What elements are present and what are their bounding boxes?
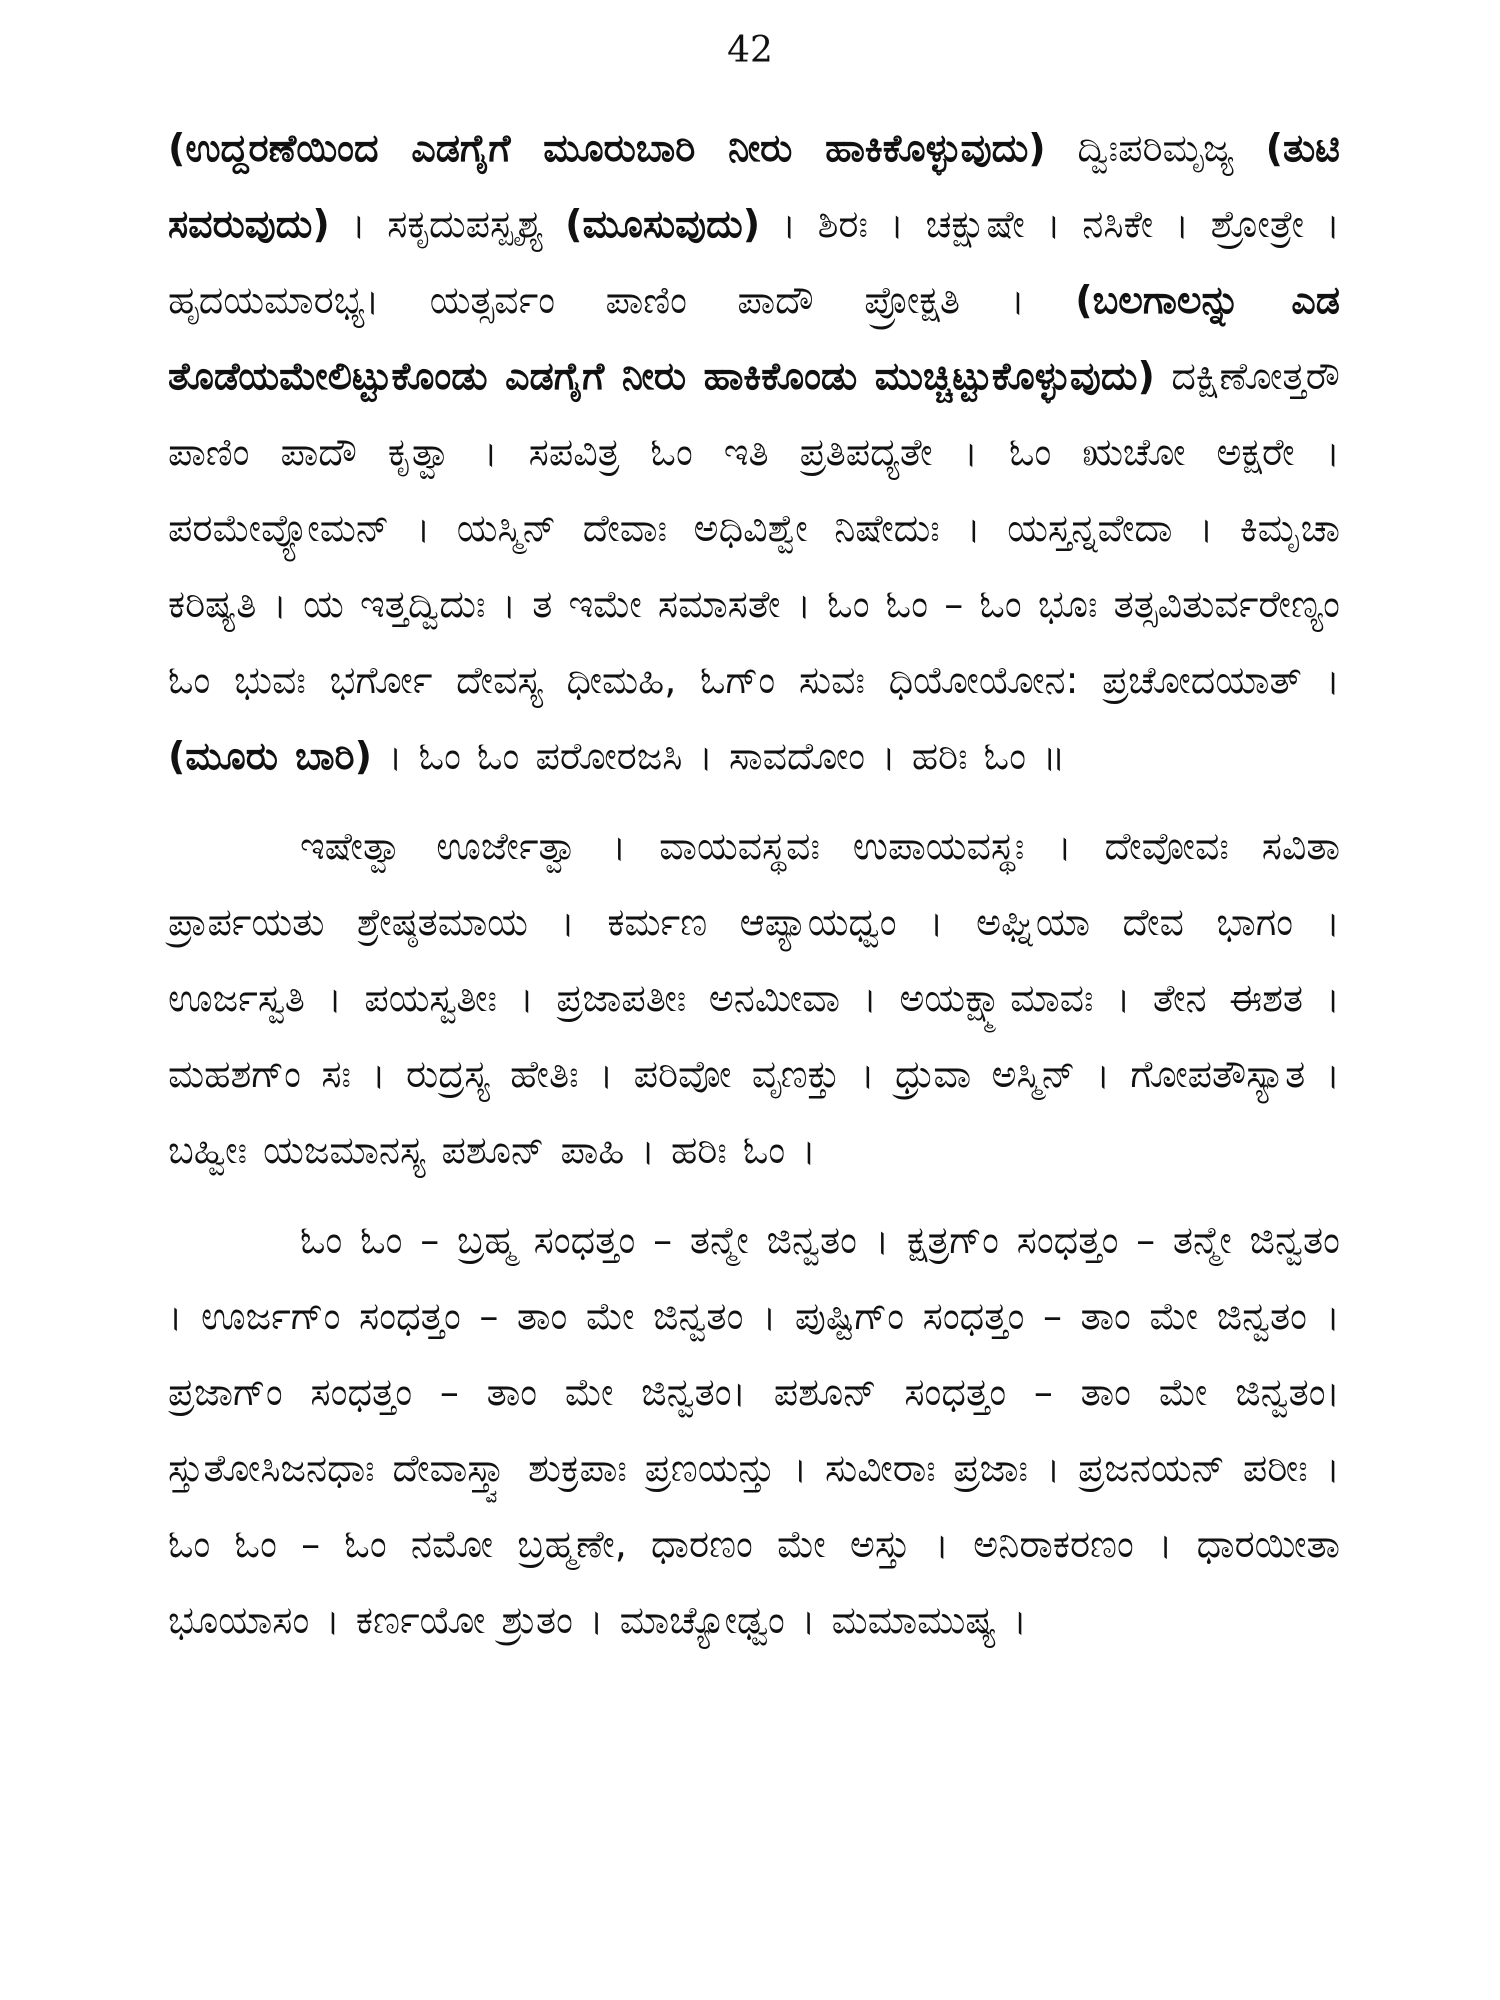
bold-instruction-text: (ಬಲಗಾಲನ್ನು ಎಡ ತೊಡೆಯಮೇಲಿಟ್ಟುಕೊಂಡು ಎಡಗೈಗೆ ನೀರು ಹಾಕಿಕೊಂಡು ಮುಚ್ಚಿಟ್ಟುಕೊಳ್ಳುವುದು) — [168, 278, 1340, 398]
mantra-text: ದಕ್ಷಿಣೋತ್ತರೌ ಪಾಣಿಂ ಪಾದೌ ಕೃತ್ವಾ । ಸಪವಿತ್ರ ಓಂ ಇತಿ ಪ್ರತಿಪದ್ಯತೇ । ಓಂ ಋಚೋ ಅಕ್ಷರೇ । ಪರಮೇವ್ಯೋಮನ್ । ಯಸ್ಮಿನ್ ದೇವಾಃ ಅಧಿವಿಶ್ವೇ ನಿಷೇದುಃ । ಯಸ್ತನ್ನವೇದಾ । ಕಿಮೃಚಾ ಕರಿಷ್ಯತಿ । ಯ ಇತ್ತದ್ವಿದುಃ । ತ ಇಮೇ ಸಮಾಸತೇ । ಓಂ ಓಂ – ಓಂ ಭೂಃ ತತ್ಸವಿತುರ್ವರೇಣ್ಯಂ ಓಂ ಭುವಃ ಭರ್ಗೋ ದೇವಸ್ಯ ಧೀಮಹಿ, ಓಗ್ಂ ಸುವಃ ಧಿಯೋಯೋನ: ಪ್ರಚೋದಯಾತ್ । — [168, 354, 1341, 702]
paragraph-2 — [168, 808, 1340, 1188]
page-body — [168, 110, 1340, 1658]
mantra-text: ದ್ವಿಃಪರಿಮೃಜ್ಯ — [1045, 126, 1266, 170]
paragraph-3 — [168, 1202, 1340, 1658]
bold-instruction-text: (ಮೂಸುವುದು) — [565, 202, 761, 246]
mantra-text: ಓಂ ಓಂ – ಬ್ರಹ್ಮ ಸಂಧತ್ತಂ – ತನ್ಮೇ ಜಿನ್ವತಂ । ಕ್ಷತ್ರಗ್ಂ ಸಂಧತ್ತಂ – ತನ್ಮೇ ಜಿನ್ವತಂ । ಊರ್ಜಗ್ಂ ಸಂಧತ್ತಂ – ತಾಂ ಮೇ ಜಿನ್ವತಂ । ಪುಷ್ಟಿಗ್ಂ ಸಂಧತ್ತಂ – ತಾಂ ಮೇ ಜಿನ್ವತಂ । ಪ್ರಜಾಗ್ಂ ಸಂಧತ್ತಂ – ತಾಂ ಮೇ ಜಿನ್ವತಂ। ಪಶೂನ್ ಸಂಧತ್ತಂ – ತಾಂ ಮೇ ಜಿನ್ವತಂ। ಸ್ತುತೋಸಿಜನಧಾಃ ದೇವಾಸ್ತ್ವಾ ಶುಕ್ರಪಾಃ ಪ್ರಣಯನ್ತು । ಸುವೀರಾಃ ಪ್ರಜಾಃ । ಪ್ರಜನಯನ್ ಪರೀಃ । ಓಂ ಓಂ – ಓಂ ನಮೋ ಬ್ರಹ್ಮಣೇ, ಧಾರಣಂ ಮೇ ಅಸ್ತು । ಅನಿರಾಕರಣಂ । ಧಾರಯೀತಾ ಭೂಯಾಸಂ । ಕರ್ಣಯೋ ಶ್ರುತಂ । ಮಾಚ್ಯೋಢ್ವಂ । ಮಮಾಮುಷ್ಯ । — [168, 1218, 1340, 1642]
mantra-text: । ಸಕೃದುಪಸ್ಪೃಶ್ಯ — [329, 202, 566, 246]
bold-instruction-text: (ಮೂರು ಬಾರಿ) — [168, 734, 372, 778]
page-number: 42 — [727, 30, 773, 71]
mantra-text: । ಶಿರಃ । ಚಕ್ಷುಷೇ । ನಸಿಕೇ । ಶ್ರೋತ್ರೇ । ಹೃದಯಮಾರಭ್ಯ। ಯತ್ಸರ್ವಂ ಪಾಣಿಂ ಪಾದೌ ಪ್ರೋಕ್ಷತಿ । — [168, 202, 1340, 322]
bold-instruction-text: (ತುಟಿ ಸವರುವುದು) — [168, 126, 1340, 246]
mantra-text: ಇಷೇತ್ವಾ ಊರ್ಜೇತ್ವಾ । ವಾಯವಸ್ಥವಃ ಉಪಾಯವಸ್ಥಃ । ದೇವೋವಃ ಸವಿತಾ ಪ್ರಾರ್ಪಯತು ಶ್ರೇಷ್ಠತಮಾಯ । ಕರ್ಮಣ ಆಪ್ಯಾಯಧ್ವಂ । ಅಘ್ನಿಯಾ ದೇವ ಭಾಗಂ । ಊರ್ಜಸ್ವತಿ । ಪಯಸ್ವತೀಃ । ಪ್ರಜಾಪತೀಃ ಅನಮೀವಾ । ಅಯಕ್ಷ್ಮಾಮಾವಃ । ತೇನ ಈಶತ । ಮಹಶಗ್ಂ ಸಃ । ರುದ್ರಸ್ಯ ಹೇತಿಃ । ಪರಿವೋ ವೃಣಕ್ತು । ಧ್ರುವಾ ಅಸ್ಮಿನ್ । ಗೋಪತೌಸ್ಯಾತ । ಬಹ್ವೀಃ ಯಜಮಾನಸ್ಯ ಪಶೂನ್ ಪಾಹಿ । ಹರಿಃ ಓಂ । — [168, 824, 1340, 1172]
paragraph-1 — [168, 110, 1340, 794]
mantra-text: । ಓಂ ಓಂ ಪರೋರಜಸಿ । ಸಾವದೋಂ । ಹರಿಃ ಓಂ ॥ — [371, 734, 1066, 778]
bold-instruction-text: (ಉದ್ದರಣೆಯಿಂದ ಎಡಗೈಗೆ ಮೂರುಬಾರಿ ನೀರು ಹಾಕಿಕೊಳ್ಳುವುದು) — [168, 126, 1046, 170]
